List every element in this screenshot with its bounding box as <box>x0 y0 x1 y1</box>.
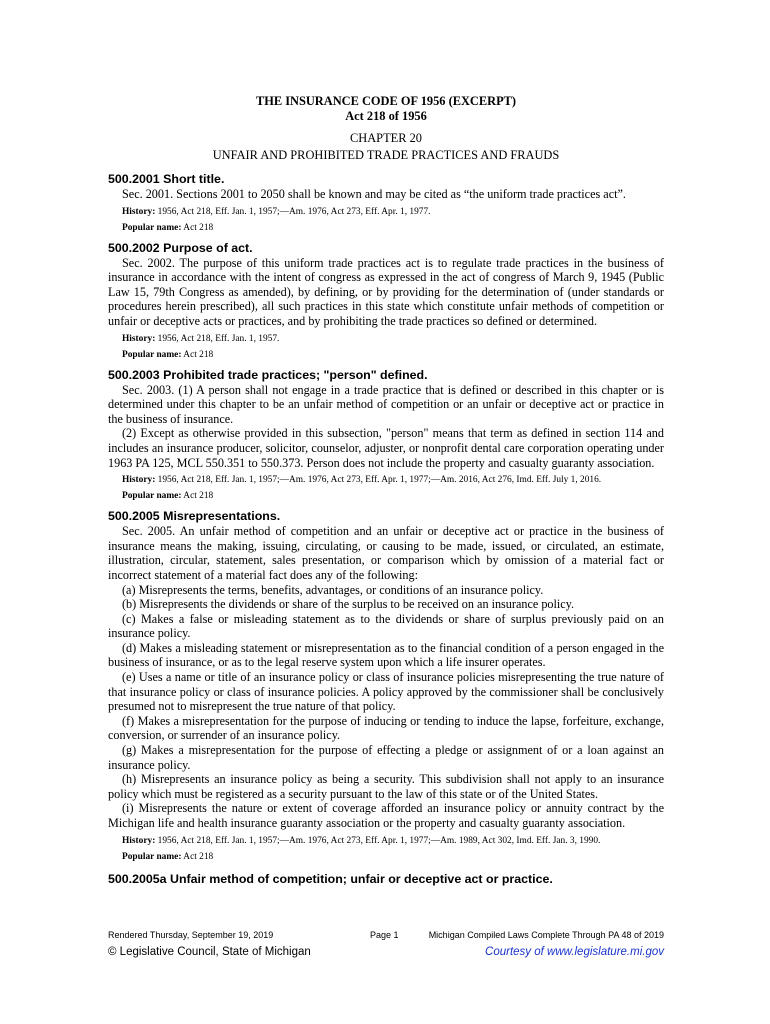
history-note <box>122 474 664 486</box>
section-heading-2001: 500.2001 Short title. <box>108 172 225 186</box>
subdivision-a: (a) Misrepresents the terms, benefits, advantages, or conditions of an insurance policy. <box>122 582 544 597</box>
history-note <box>122 333 664 345</box>
history-text: 1956, Act 218, Eff. Jan. 1, 1957;—Am. 1976, Act 273, Eff. Apr. 1, 1977;—Am. 2016, Act 276, Imd. Eff. July 1, 2016. <box>157 475 602 486</box>
subdivision-b: (b) Misrepresents the dividends or share of the surplus to be received on an insurance policy. <box>122 597 575 612</box>
subdivision-c: (c) Makes a false or misleading statement as to the dividends or share of surplus previously paid on an insurance policy. <box>108 611 664 641</box>
copyright-notice: © Legislative Council, State of Michigan <box>108 946 311 958</box>
section-heading-2005: 500.2005 Misrepresentations. <box>108 509 281 524</box>
history-label: History: <box>122 333 156 344</box>
popular-label: Popular name: <box>122 222 182 233</box>
document-page <box>108 94 664 887</box>
popular-text: Act 218 <box>183 851 214 862</box>
history-note <box>122 206 664 218</box>
chapter-number: CHAPTER 20 <box>350 131 422 145</box>
page-number: Page 1 <box>370 930 399 940</box>
history-text: 1956, Act 218, Eff. Jan. 1, 1957. <box>157 333 280 344</box>
section-heading-2003: 500.2003 Prohibited trade practices; "person" defined. <box>108 367 428 382</box>
chapter-title: UNFAIR AND PROHIBITED TRADE PRACTICES AND FRAUDS <box>212 148 560 162</box>
section-heading-2005a: 500.2005a Unfair method of competition; unfair or deceptive act or practice. <box>108 871 553 886</box>
popular-label: Popular name: <box>122 349 182 360</box>
subdivision-d: (d) Makes a misleading statement or misrepresentation as to the financial condition of a person engaged in the business of insurance, or as to the legal reserve system upon which a life insurer operates. <box>108 640 664 670</box>
subdivision-e: (e) Uses a name or title of an insurance policy or class of insurance policies misrepresenting the true nature of that insurance policy or class of insurance policies. A policy approved by the commissioner shall be conclusively presumed not to misrepresent the true nature of that policy. <box>108 670 664 714</box>
popular-label: Popular name: <box>122 491 182 502</box>
compiled-through: Michigan Compiled Laws Complete Through PA 48 of 2019 <box>428 930 664 940</box>
subdivision-f: (f) Makes a misrepresentation for the purpose of inducing or tending to induce the lapse, forfeiture, exchange, conversion, or surrender of an insurance policy. <box>108 713 664 743</box>
popular-name <box>122 851 664 863</box>
popular-name <box>122 222 664 234</box>
courtesy-link[interactable]: Courtesy of www.legislature.mi.gov <box>485 946 664 958</box>
section-text: Sec. 2002. The purpose of this uniform trade practices act is to regulate trade practices in the business of insurance in accordance with the intent of congress as expressed in the act of congress of March 9, 1945 (Public Law 15, 79th Congress as amended), by defining, or by providing for the determination of (under standards or procedures herein prescribed), all such practices in this state which constitute unfair methods of competition or unfair or deceptive acts or practices, and by prohibiting the trade practices so defined or determined. <box>108 255 664 328</box>
section-text: (2) Except as otherwise provided in this subsection, "person" means that term as defined in section 114 and includes an insurance producer, solicitor, counselor, adjuster, or nonprofit dental care corporation operating under 1963 PA 125, MCL 550.351 to 550.373. Person does not include the property and casualty guaranty association. <box>108 426 664 470</box>
history-text: 1956, Act 218, Eff. Jan. 1, 1957;—Am. 1976, Act 273, Eff. Apr. 1, 1977;—Am. 1989, Act 302, Imd. Eff. Jan. 3, 1990. <box>157 835 601 846</box>
popular-name <box>122 490 664 502</box>
popular-label: Popular name: <box>122 851 182 862</box>
rendered-date: Rendered Thursday, September 19, 2019 <box>108 930 274 940</box>
popular-name <box>122 349 664 361</box>
section-text: Sec. 2003. (1) A person shall not engage in a trade practice that is defined or described in this chapter or is determined under this chapter to be an unfair method of competition or an unfair or deceptive act or practice in the business of insurance. <box>108 382 664 426</box>
document-title: THE INSURANCE CODE OF 1956 (EXCERPT) <box>255 94 517 108</box>
section-text: Sec. 2001. Sections 2001 to 2050 shall be known and may be cited as “the uniform trade practices act”. <box>122 187 626 201</box>
history-note <box>122 835 664 847</box>
history-label: History: <box>122 206 156 217</box>
section-heading-2002: 500.2002 Purpose of act. <box>108 240 253 255</box>
history-label: History: <box>122 475 156 486</box>
subdivision-g: (g) Makes a misrepresentation for the purpose of effecting a pledge or assignment of or a loan against an insurance policy. <box>108 743 664 772</box>
popular-text: Act 218 <box>183 349 214 360</box>
popular-text: Act 218 <box>183 222 214 233</box>
subdivision-i: (i) Misrepresents the nature or extent of coverage afforded an insurance policy or annuity contract by the Michigan life and health insurance guaranty association or the property and casualty guaranty association. <box>108 801 664 830</box>
history-text: 1956, Act 218, Eff. Jan. 1, 1957;—Am. 1976, Act 273, Eff. Apr. 1, 1977. <box>157 206 431 217</box>
popular-text: Act 218 <box>183 491 214 502</box>
history-label: History: <box>122 835 156 846</box>
section-text: Sec. 2005. An unfair method of competition and an unfair or deceptive act or practice in the business of insurance means the making, issuing, circulating, or causing to be made, issued, or circulated, an estimate, illustration, circular, statement, sales presentation, or comparison which by omission of a material fact or incorrect statement of a material fact does any of the following: <box>108 524 664 582</box>
subdivision-h: (h) Misrepresents an insurance policy as being a security. This subdivision shall not apply to an insurance policy which must be registered as a security pursuant to the law of this state or of the United States. <box>108 772 664 801</box>
act-number: Act 218 of 1956 <box>345 109 427 123</box>
